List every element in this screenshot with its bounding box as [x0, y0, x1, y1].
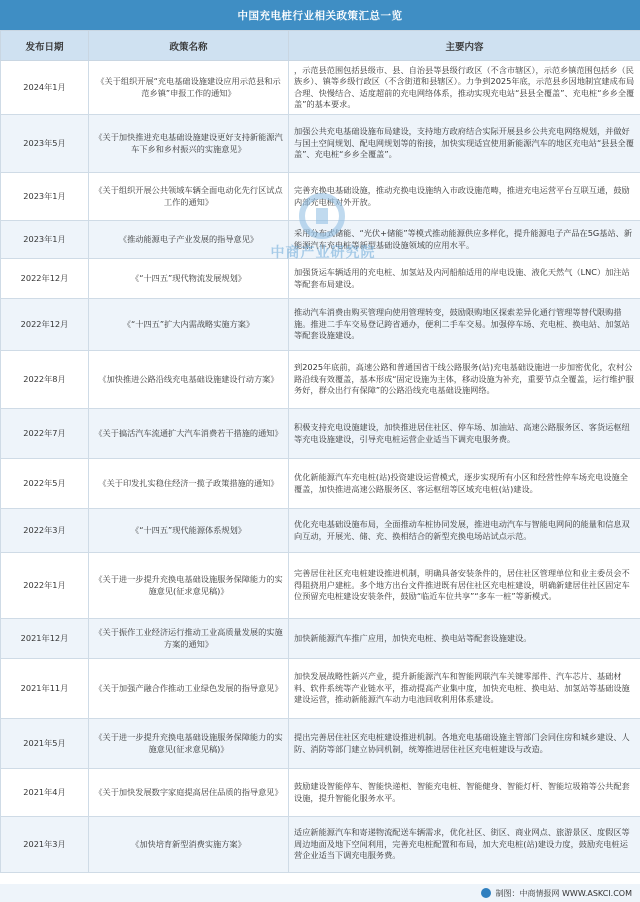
table-row [1, 115, 640, 173]
footer [0, 884, 640, 902]
cell-date: 2023年1月 [1, 221, 89, 259]
table-row [1, 817, 640, 873]
cell-name: 《关于加快发展数字家庭提高居住品质的指导意见》 [89, 769, 289, 817]
cell-date: 2023年5月 [1, 115, 89, 173]
cell-date: 2022年12月 [1, 259, 89, 299]
cell-name: 《关于组织开展公共领域车辆全面电动化先行区试点工作的通知》 [89, 173, 289, 221]
table-row [1, 719, 640, 769]
askci-logo-icon [481, 888, 491, 898]
table-row [1, 221, 640, 259]
cell-content: 完善充换电基础设施，推动充换电设施纳入市政设施范畴，推进充电运营平台互联互通，鼓励内部充电桩对外开放。 [289, 173, 640, 221]
cell-name: 《“十四五”现代物流发展规划》 [89, 259, 289, 299]
cell-content: 加快新能源汽车推广应用，加快充电桩、换电站等配套设施建设。 [289, 619, 640, 659]
cell-name: 《关于印发扎实稳住经济一揽子政策措施的通知》 [89, 459, 289, 509]
cell-name: 《关于进一步提升充换电基础设施服务保障能力的实施意见(征求意见稿)》 [89, 553, 289, 619]
table-row [1, 351, 640, 409]
cell-date: 2021年11月 [1, 659, 89, 719]
cell-content: 提出完善居住社区充电桩建设推进机制。各地充电基础设施主管部门会同住房和城乡建设、人防、消防等部门建立协同机制，统筹推进居住社区充电桩建设与改造。 [289, 719, 640, 769]
table-row [1, 619, 640, 659]
cell-content: 采用分布式储能、“光伏+储能”等模式推动能源供应多样化，提升能源电子产品在5G基站、新能源汽车充电桩等新型基础设施领域的应用水平。 [289, 221, 640, 259]
cell-date: 2022年1月 [1, 553, 89, 619]
cell-date: 2021年4月 [1, 769, 89, 817]
cell-date: 2022年5月 [1, 459, 89, 509]
cell-name: 《关于振作工业经济运行推动工业高质量发展的实施方案的通知》 [89, 619, 289, 659]
table-row [1, 459, 640, 509]
cell-content: 加强公共充电基础设施布局建设，支持地方政府结合实际开展县乡公共充电网络规划，并做好与国土空间规划、配电网规划等的衔接，加快实现适宜使用新能源汽车的地区充电站“县县全覆盖”、充电桩“乡乡全覆盖”。 [289, 115, 640, 173]
header-date: 发布日期 [1, 31, 89, 61]
cell-content: ，示范县范围包括县级市、县、自治县等县级行政区（不含市辖区），示范乡镇范围包括乡（民族乡）、镇等乡级行政区（不含街道和县辖区）。力争到2025年底，示范县乡因地制宜建成布局合理、快慢结合、适度超前的充电网络体系，推动实现充电站“县县全覆盖”、充电桩“乡乡全覆盖”的基本要求。 [289, 61, 640, 115]
table-row [1, 61, 640, 115]
table-row [1, 259, 640, 299]
cell-date: 2022年7月 [1, 409, 89, 459]
watermark-text: 中商产业研究院 [270, 245, 376, 261]
cell-content: 适应新能源汽车和寄递物流配送车辆需求，优化社区、街区、商业网点、旅游景区、度假区等周边地面及地下空间利用，完善充电桩配置和布局，加大充电桩(站)建设力度，鼓励充电桩运营企业适当下调充电服务费。 [289, 817, 640, 873]
cell-name: 《“十四五”扩大内需战略实施方案》 [89, 299, 289, 351]
header-content: 主要内容 [289, 31, 640, 61]
cell-content: 加强货运车辆适用的充电桩、加氢站及内河船舶适用的岸电设施、液化天然气（LNC）加注站等配套布局建设。 [289, 259, 640, 299]
cell-date: 2022年12月 [1, 299, 89, 351]
cell-date: 2021年12月 [1, 619, 89, 659]
table-title: 中国充电桩行业相关政策汇总一览 [0, 0, 640, 30]
header-name: 政策名称 [89, 31, 289, 61]
cell-date: 2022年8月 [1, 351, 89, 409]
cell-name: 《加快培育新型消费实施方案》 [89, 817, 289, 873]
cell-date: 2021年5月 [1, 719, 89, 769]
table-row [1, 409, 640, 459]
policy-table [0, 30, 640, 873]
cell-date: 2024年1月 [1, 61, 89, 115]
cell-content: 鼓励建设智能停车、智能快递柜、智能充电桩、智能健身、智能灯杆、智能垃圾箱等公共配套设施，提升智能化服务水平。 [289, 769, 640, 817]
cell-content: 积极支持充电设施建设，加快推进居住社区、停车场、加油站、高速公路服务区、客货运枢纽等充电设施建设，引导充电桩运营企业适当下调充电服务费。 [289, 409, 640, 459]
cell-name: 《关于组织开展“充电基础设施建设应用示范县和示范乡镇”申报工作的通知》 [89, 61, 289, 115]
cell-name: 《“十四五”现代能源体系规划》 [89, 509, 289, 553]
table-row [1, 509, 640, 553]
cell-date: 2023年1月 [1, 173, 89, 221]
cell-name: 《关于加强产融合作推动工业绿色发展的指导意见》 [89, 659, 289, 719]
cell-content: 推动汽车消费由购买管理向使用管理转变，鼓励限购地区探索差异化通行管理等替代限购措施。推进二手车交易登记跨省通办，便利二手车交易。加强停车场、充电桩、换电站、加氢站等配套设施建设。 [289, 299, 640, 351]
table-row [1, 173, 640, 221]
cell-name: 《关于加快推进充电基础设施建设更好支持新能源汽车下乡和乡村振兴的实施意见》 [89, 115, 289, 173]
header-row [1, 31, 640, 61]
cell-date: 2021年3月 [1, 817, 89, 873]
cell-name: 《加快推进公路沿线充电基础设施建设行动方案》 [89, 351, 289, 409]
cell-content: 到2025年底前，高速公路和普通国省干线公路服务(站)充电基础设施进一步加密优化，农村公路沿线有效覆盖，基本形成“固定设施为主体，移动设施为补充，重要节点全覆盖，运行维护服务好，群众出行有保障”的公路沿线充电基础设施网络。 [289, 351, 640, 409]
cell-name: 《推动能源电子产业发展的指导意见》 [89, 221, 289, 259]
cell-date: 2022年3月 [1, 509, 89, 553]
cell-content: 加快发展战略性新兴产业，提升新能源汽车和智能网联汽车关键零部件、汽车芯片、基础材料、软件系统等产业链水平，推动提高产业集中度，加快充电桩、换电站、加氢站等基础设施建设运营，推动新能源汽车动力电池回收利用体系建设。 [289, 659, 640, 719]
cell-content: 优化新能源汽车充电桩(站)投资建设运营模式，逐步实现所有小区和经营性停车场充电设施全覆盖，加快推进高速公路服务区、客运枢纽等区域充电桩(站)建设。 [289, 459, 640, 509]
table-row [1, 299, 640, 351]
cell-content: 优化充电基础设施布局，全面推动车桩协同发展，推进电动汽车与智能电网间的能量和信息双向互动，开展光、储、充、换相结合的新型充换电场站试点示范。 [289, 509, 640, 553]
table-row [1, 659, 640, 719]
footer-credit: 制图：中商情报网 WWW.ASKCI.COM [495, 888, 632, 898]
cell-content: 完善居住社区充电桩建设推进机制，明确具备安装条件的，居住社区管理单位和业主委员会不得阻挠用户建桩。多个地方出台文件推进既有居住社区充电桩建设，明确新建居住社区固定车位预留充电桩建设安装条件，鼓励“临近车位共享”“多车一桩”等新模式。 [289, 553, 640, 619]
table-row [1, 553, 640, 619]
cell-name: 《关于进一步提升充换电基础设施服务保障能力的实施意见(征求意见稿)》 [89, 719, 289, 769]
table-row [1, 769, 640, 817]
cell-name: 《关于搞活汽车流通扩大汽车消费若干措施的通知》 [89, 409, 289, 459]
